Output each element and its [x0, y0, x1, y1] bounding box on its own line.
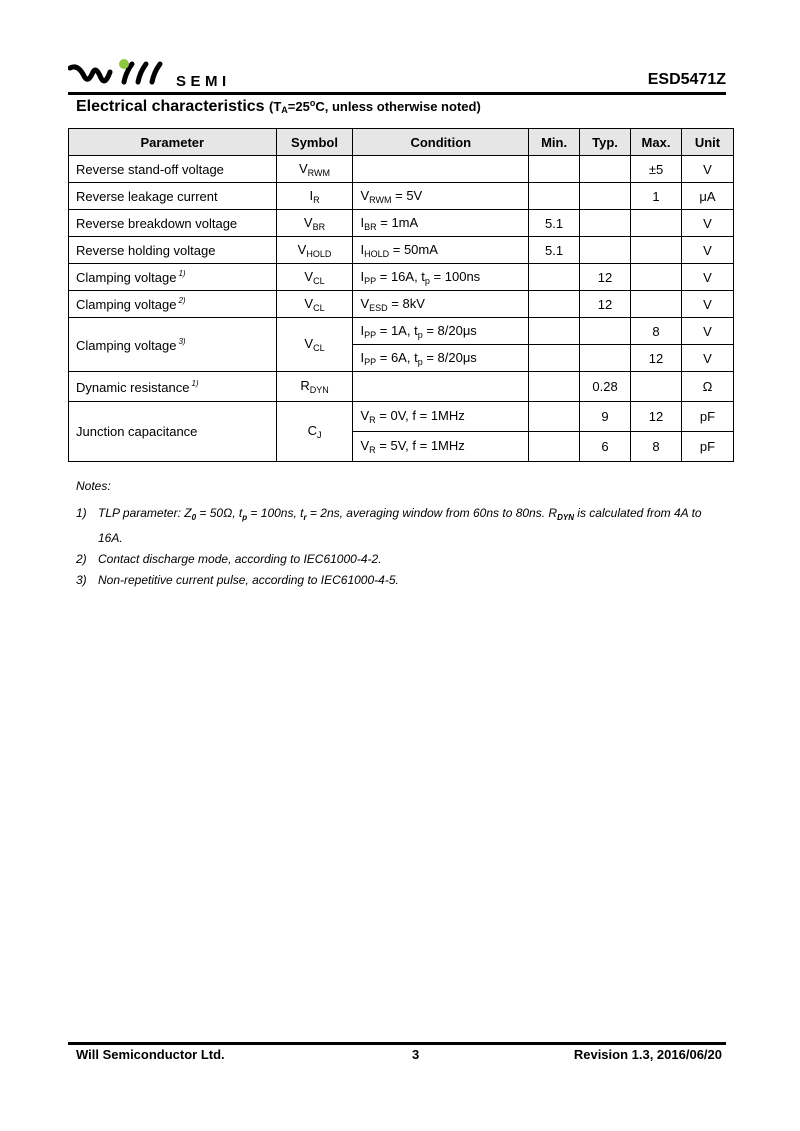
footer-page-number: 3	[412, 1047, 420, 1062]
cond-sub: HOLD	[364, 248, 390, 259]
max-cell: 12	[631, 345, 682, 372]
symbol-main: V	[304, 268, 314, 284]
note-sub: r	[303, 513, 307, 522]
footer-rule	[68, 1042, 726, 1045]
note-number: 1)	[76, 506, 87, 520]
max-cell	[631, 237, 682, 264]
cond-mid: =25	[287, 99, 310, 114]
condition-cell	[353, 345, 529, 372]
condition-cell	[353, 372, 529, 402]
cond-sub: ESD	[369, 302, 388, 313]
unit-cell: pF	[681, 432, 733, 462]
note-item	[76, 570, 726, 591]
footer-company: Will Semiconductor Ltd.	[76, 1047, 225, 1062]
unit-cell: pF	[681, 402, 733, 432]
notes-section	[76, 476, 726, 591]
max-cell: 12	[631, 402, 682, 432]
note-text: Non-repetitive current pulse, according to IEC61000-4-5.	[98, 573, 399, 587]
typ-cell: 0.28	[580, 372, 631, 402]
company-logo	[68, 58, 258, 92]
condition-cell	[353, 318, 529, 345]
cond-sub: RWM	[369, 194, 392, 205]
max-cell: ±5	[631, 156, 682, 183]
symbol-cell	[276, 210, 353, 237]
symbol-cell	[276, 264, 353, 291]
unit-cell: V	[681, 264, 733, 291]
note-sub: 0	[191, 513, 197, 522]
typ-cell	[580, 237, 631, 264]
cond-sub: p	[417, 356, 423, 367]
typ-cell: 9	[580, 402, 631, 432]
param-text: Clamping voltage	[76, 337, 177, 353]
cond-close: C, unless otherwise noted)	[315, 99, 481, 114]
param-cell: Reverse leakage current	[69, 183, 277, 210]
cond-part: = 1A, t	[376, 322, 418, 338]
cond-part: = 100ns	[429, 268, 481, 284]
symbol-cell	[276, 318, 353, 372]
note-text: TLP parameter: Z	[98, 506, 192, 520]
note-item	[76, 549, 726, 570]
note-text: = 100ns, t	[247, 506, 304, 520]
symbol-sub: HOLD	[306, 248, 332, 259]
page-header	[68, 54, 726, 94]
min-cell	[529, 291, 580, 318]
condition-cell	[353, 183, 529, 210]
typ-cell: 6	[580, 432, 631, 462]
note-number: 2)	[76, 552, 87, 566]
col-header-max: Max.	[631, 129, 682, 156]
table-row	[69, 237, 734, 264]
typ-cell	[580, 210, 631, 237]
cond-sub: R	[369, 445, 376, 455]
symbol-main: V	[299, 160, 308, 176]
table-row	[69, 291, 734, 318]
table-header-row	[69, 129, 734, 156]
cond-part: = 50mA	[389, 241, 438, 257]
symbol-cell	[276, 156, 353, 183]
note-text: Contact discharge mode, according to IEC61000-4-2.	[98, 552, 382, 566]
brand-text: SEMI	[176, 73, 231, 90]
min-cell	[529, 264, 580, 291]
condition-cell	[353, 432, 529, 462]
typ-cell	[580, 183, 631, 210]
min-cell: 5.1	[529, 237, 580, 264]
param-text: Dynamic resistance	[76, 379, 190, 395]
symbol-sub: BR	[312, 221, 326, 232]
max-cell	[631, 264, 682, 291]
symbol-sub: J	[316, 430, 322, 440]
symbol-main: C	[307, 423, 317, 438]
param-cell	[69, 372, 277, 402]
cond-part: = 6A, t	[376, 349, 418, 365]
page-footer	[76, 1047, 722, 1065]
condition-cell	[353, 264, 529, 291]
cond-part: = 8/20μs	[422, 349, 477, 365]
typ-cell: 12	[580, 291, 631, 318]
note-item	[76, 503, 726, 549]
cond-sub: R	[369, 415, 376, 425]
param-text: Clamping voltage	[76, 270, 177, 285]
unit-cell: V	[681, 210, 733, 237]
footer-revision: Revision 1.3, 2016/06/20	[573, 1047, 722, 1062]
symbol-cell	[276, 372, 353, 402]
param-cell	[69, 291, 277, 318]
param-cell	[69, 318, 277, 372]
note-sub: DYN	[557, 513, 574, 522]
symbol-sub: DYN	[309, 385, 329, 395]
table-row	[69, 210, 734, 237]
cond-part: V	[360, 438, 370, 453]
cond-part: I	[360, 349, 365, 365]
condition-cell	[353, 291, 529, 318]
unit-cell: V	[681, 318, 733, 345]
min-cell	[529, 345, 580, 372]
cond-part: I	[360, 214, 365, 230]
cond-part: = 8/20μs	[422, 322, 477, 338]
max-cell	[631, 291, 682, 318]
section-title-text: Electrical characteristics	[76, 98, 265, 115]
table-row	[69, 318, 734, 345]
header-rule	[68, 92, 726, 95]
unit-cell: V	[681, 345, 733, 372]
symbol-cell	[276, 237, 353, 264]
table-row	[69, 156, 734, 183]
symbol-sub: CL	[313, 275, 325, 286]
cond-part: = 5V	[391, 187, 423, 203]
symbol-sub: RWM	[307, 167, 331, 178]
table-row	[69, 264, 734, 291]
footnote-ref: 1)	[191, 378, 199, 388]
min-cell	[529, 372, 580, 402]
typ-cell	[580, 318, 631, 345]
unit-cell: V	[681, 237, 733, 264]
col-header-condition: Condition	[353, 129, 529, 156]
cond-part: I	[360, 268, 365, 284]
section-condition	[269, 99, 481, 114]
symbol-main: V	[304, 295, 314, 311]
cond-sub: A	[281, 105, 288, 115]
condition-cell	[353, 156, 529, 183]
min-cell	[529, 432, 580, 462]
symbol-main: V	[303, 214, 313, 230]
condition-cell	[353, 210, 529, 237]
param-text: Clamping voltage	[76, 297, 177, 312]
cond-part: I	[360, 322, 365, 338]
max-cell: 1	[631, 183, 682, 210]
col-header-min: Min.	[529, 129, 580, 156]
min-cell	[529, 402, 580, 432]
table-row	[69, 402, 734, 432]
symbol-main: V	[297, 241, 307, 257]
max-cell: 8	[631, 432, 682, 462]
cond-part: = 5V, f = 1MHz	[375, 438, 465, 453]
cond-part: = 1mA	[376, 214, 419, 230]
col-header-parameter: Parameter	[69, 129, 277, 156]
unit-cell: V	[681, 156, 733, 183]
cond-part: V	[360, 187, 370, 203]
cond-part: V	[360, 408, 370, 423]
footnote-ref: 3)	[178, 336, 186, 346]
col-header-symbol: Symbol	[276, 129, 353, 156]
cond-part: = 0V, f = 1MHz	[375, 408, 465, 423]
cond-sub: PP	[364, 275, 377, 286]
param-cell	[69, 264, 277, 291]
footnote-ref: 1)	[178, 269, 186, 278]
table-row	[69, 183, 734, 210]
note-text: = 50Ω, t	[196, 506, 243, 520]
cond-part: = 8kV	[387, 295, 425, 311]
typ-cell: 12	[580, 264, 631, 291]
cond-sup: o	[309, 98, 316, 108]
param-cell: Reverse holding voltage	[69, 237, 277, 264]
unit-cell: Ω	[681, 372, 733, 402]
note-text: is calculated from 4A to 16A.	[98, 506, 702, 545]
symbol-cell	[276, 402, 353, 462]
condition-cell	[353, 402, 529, 432]
min-cell	[529, 183, 580, 210]
unit-cell: V	[681, 291, 733, 318]
min-cell	[529, 156, 580, 183]
note-text: = 2ns, averaging window from 60ns to 80ns. R	[306, 506, 558, 520]
min-cell	[529, 318, 580, 345]
cond-sub: PP	[364, 356, 377, 367]
col-header-typ: Typ.	[580, 129, 631, 156]
electrical-characteristics-table	[68, 128, 734, 462]
symbol-main: R	[300, 378, 310, 393]
cond-sub: BR	[364, 221, 377, 232]
notes-heading: Notes:	[76, 479, 111, 493]
symbol-cell	[276, 291, 353, 318]
min-cell: 5.1	[529, 210, 580, 237]
col-header-unit: Unit	[681, 129, 733, 156]
note-sub: p	[242, 513, 248, 522]
part-number: ESD5471Z	[647, 71, 726, 88]
typ-cell	[580, 156, 631, 183]
section-title	[76, 98, 481, 116]
cond-part: I	[360, 241, 365, 257]
will-logo-icon	[68, 58, 172, 88]
note-number: 3)	[76, 573, 87, 587]
symbol-cell	[276, 183, 353, 210]
param-cell: Reverse breakdown voltage	[69, 210, 277, 237]
symbol-main: V	[304, 336, 314, 351]
cond-part: = 16A, t	[376, 268, 425, 284]
max-cell	[631, 210, 682, 237]
cond-sub: p	[424, 275, 430, 286]
footnote-ref: 2)	[178, 296, 186, 305]
symbol-sub: CL	[313, 302, 325, 313]
symbol-main: I	[309, 187, 314, 203]
cond-sub: p	[417, 329, 423, 340]
condition-cell	[353, 237, 529, 264]
cond-open: (T	[269, 99, 282, 114]
symbol-sub: CL	[313, 343, 325, 353]
param-cell: Junction capacitance	[69, 402, 277, 462]
unit-cell: μA	[681, 183, 733, 210]
typ-cell	[580, 345, 631, 372]
param-cell: Reverse stand-off voltage	[69, 156, 277, 183]
cond-part: V	[360, 295, 370, 311]
max-cell	[631, 372, 682, 402]
cond-sub: PP	[364, 329, 377, 340]
symbol-sub: R	[313, 194, 320, 205]
table-row	[69, 372, 734, 402]
max-cell: 8	[631, 318, 682, 345]
